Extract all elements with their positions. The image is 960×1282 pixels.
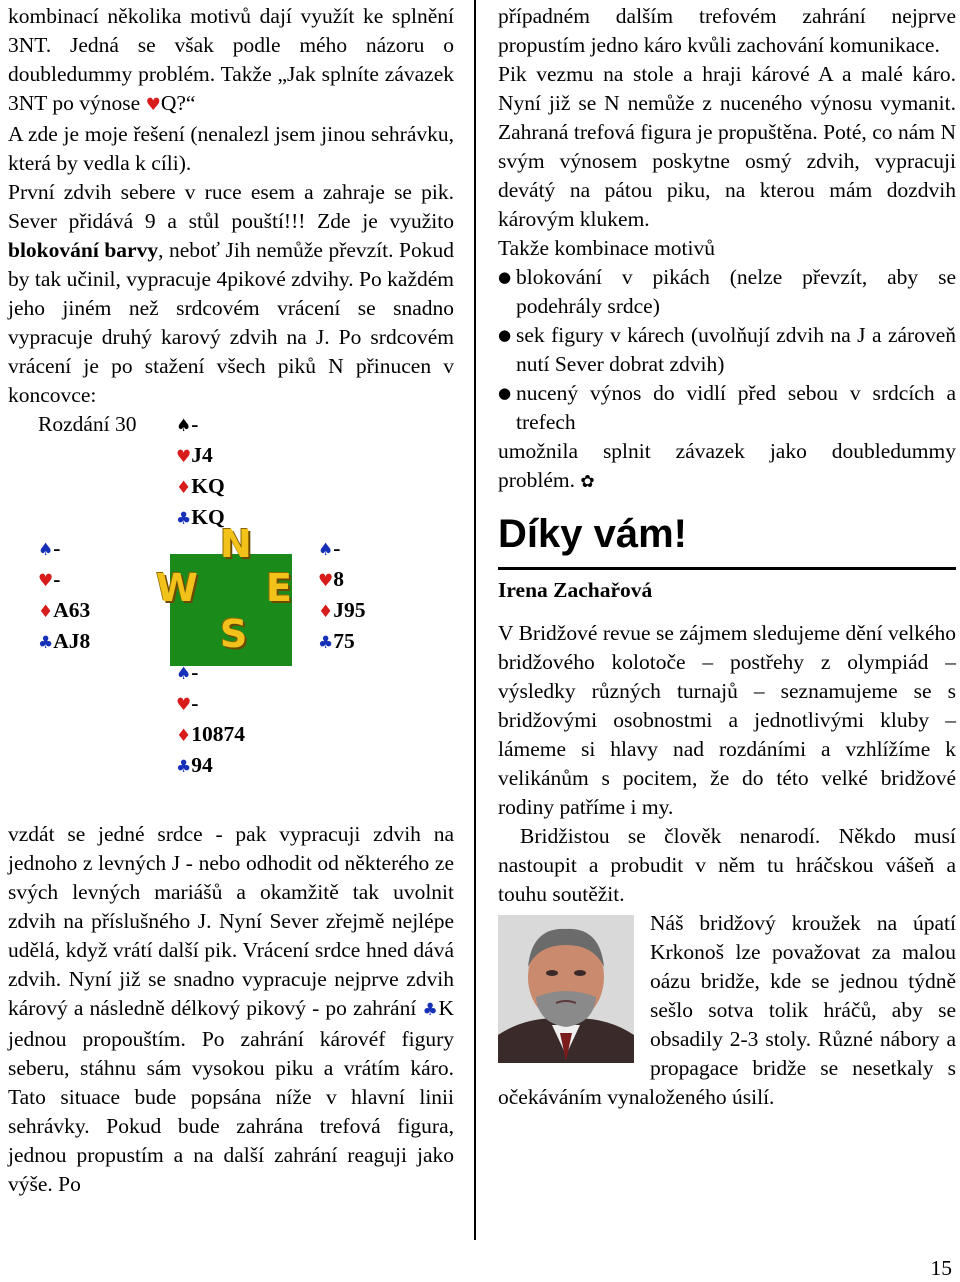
spade-icon: ♠ <box>318 540 334 560</box>
east-clubs: ♣75 <box>318 629 355 653</box>
south-clubs: ♣94 <box>176 753 213 777</box>
west-diamonds: ♦A63 <box>38 598 91 622</box>
spade-icon: ♠ <box>176 416 192 436</box>
page-number: 15 <box>930 1256 952 1280</box>
spade-icon: ♠ <box>176 664 192 684</box>
west-clubs: ♣AJ8 <box>38 629 91 653</box>
bullet-icon: ● <box>498 326 512 344</box>
paragraph-intro: kombinací několika motivů dají využít ke splnění 3NT. Jedná se však podle mého názoru o doubledummy problém. Takže „Jak splníte závazek 3NT po výnose ♥Q?“ <box>8 4 454 115</box>
heart-icon: ♥ <box>318 571 334 591</box>
paragraph-first-trick: První zdvih sebere v ruce esem a zahraje se pik. Sever přidává 9 a stůl pouští!!! Zde je využito blokování barvy, neboť Jih nemůže převzít. Pokud by tak učinil, vypracuje 4pikové zdvihy. Po každém jeho jiném než srdcovém vrácení se snadno vypracuje druhý karový zdvih na J. Po srdcovém vrácení je po stažení všech piků N přinucen v koncovce: <box>8 180 454 407</box>
list-item: ● blokování v pikách (nelze převzít, aby se podehrály srdce) <box>498 263 956 321</box>
diamond-icon: ♦ <box>176 478 192 498</box>
bullet-icon: ● <box>498 384 512 402</box>
east-diamonds: ♦J95 <box>318 598 366 622</box>
compass-north: N <box>220 522 252 566</box>
paragraph-communication: případném dalším trefovém zahrání nejprve propustím jedno káro kvůli zachování komunikace. <box>498 4 956 57</box>
east-hearts: ♥8 <box>318 567 344 591</box>
heart-icon: ♥ <box>145 95 161 115</box>
south-spades: ♠- <box>176 660 199 684</box>
compass-west: W <box>156 566 198 610</box>
bullet-icon: ● <box>498 268 512 286</box>
club-icon: ♣ <box>176 509 192 529</box>
paragraph-club: Náš bridžový kroužek na úpatí Krkonoš lze považovat za malou oázu bridže, kde se jednou týdně sešlo sotva tolik hráčů, aby se obsadily 2-3 stoly. Různé nábory a propagace bridže se nesetkaly s očekáváním vynaloženého úsilí. <box>498 911 956 1109</box>
column-divider <box>474 0 476 1240</box>
north-clubs: ♣KQ <box>176 505 225 529</box>
article-title: Díky vám! <box>498 512 687 556</box>
club-icon: ♣ <box>318 633 334 653</box>
compass-table <box>156 522 292 666</box>
west-spades: ♠- <box>38 536 61 560</box>
paragraph-conclusion: umožnila splnit závazek jako doubledummy problém. ✿ <box>498 439 956 492</box>
deal-diagram <box>8 410 454 820</box>
club-icon: ♣ <box>38 633 54 653</box>
compass-east: E <box>266 566 292 610</box>
list-item: ● nucený výnos do vidlí před sebou v srdcích a trefech <box>498 379 956 437</box>
west-hearts: ♥- <box>38 567 61 591</box>
compass-south: S <box>220 612 248 656</box>
diamond-icon: ♦ <box>38 602 54 622</box>
left-column <box>8 2 454 1199</box>
heart-icon: ♥ <box>38 571 54 591</box>
north-diamonds: ♦KQ <box>176 474 225 498</box>
paragraph-bridgist: Bridžistou se člověk nenarodí. Někdo musí nastoupit a probudit v něm tu hráčskou vášeň a touhu soutěžit. <box>498 824 956 906</box>
diamond-icon: ♦ <box>176 726 192 746</box>
heart-icon: ♥ <box>176 447 192 467</box>
south-hearts: ♥- <box>176 691 199 715</box>
north-hearts: ♥J4 <box>176 443 213 467</box>
paragraph-revue: V Bridžové revue se zájmem sledujeme dění velkého bridžového kolotoče – postřehy z olympiád – výsledky různých turnajů – seznamujeme se s bridžovými osobnostmi a jednotlivými kluby – lámeme si hlavy nad rozdáními a vzhlížíme k velikánům s pocitem, že do této velké bridžové rodiny patříme i my. <box>498 621 956 819</box>
club-icon: ♣ <box>422 1000 439 1020</box>
heart-icon: ♥ <box>176 695 192 715</box>
paragraph-play: Pik vezmu na stole a hraji kárové A a malé káro. Nyní již se N nemůže z nuceného výnosu vymanit. Zahraná trefová figura je propuštěna. Poté, co nám N svým výnosem poskytne osmý zdvih, vypracuji devátý na pátou piku, na kterou mám dozdvih károvým klukem. <box>498 62 956 231</box>
right-column <box>498 2 956 1112</box>
paragraph-solution: A zde je moje řešení (nenalezl jsem jinou sehrávku, která by vedla k cíli). <box>8 122 454 175</box>
east-spades: ♠- <box>318 536 341 560</box>
portrait-image <box>498 915 634 1063</box>
club-icon: ♣ <box>176 757 192 777</box>
paragraph-summary: Takže kombinace motivů <box>498 236 716 260</box>
north-spades: ♠- <box>176 412 199 436</box>
flower-end-icon: ✿ <box>580 472 595 492</box>
list-item: ● sek figury v kárech (uvolňují zdvih na J a zároveň nutí Sever dobrat zdvih) <box>498 321 956 379</box>
author-name: Irena Zachařová <box>498 578 653 602</box>
diamond-icon: ♦ <box>318 602 334 622</box>
south-diamonds: ♦10874 <box>176 722 245 746</box>
paragraph-continuation: vzdát se jedné srdce - pak vypracuji zdvih na jednoho z levných J - nebo odhodit od některého ze svých levných mariášů a okamžitě tak uvolnit zdvih na příslušného J. Nyní Sever zřejmě nejlépe udělá, když vrátí další pik. Vrácení srdce hned dává zdvih. Nyní již se snadno vypracuje nejprve zdvih kárový a následně délkový pikový - po zahrání ♣K jednou propouštím. Po zahrání károvéf figury seberu, stáhnu sám vysokou piku a vrátím káro. Tato situace bude popsána níže v hlavní linii sehrávky. Pokud bude zahrána trefová figura, jednou propustím a na další zahrání reaguji jako výše. Po <box>8 822 455 1196</box>
title-rule <box>498 567 956 570</box>
deal-label: Rozdání 30 <box>38 412 137 436</box>
author-photo <box>498 915 634 1063</box>
spade-icon: ♠ <box>38 540 54 560</box>
